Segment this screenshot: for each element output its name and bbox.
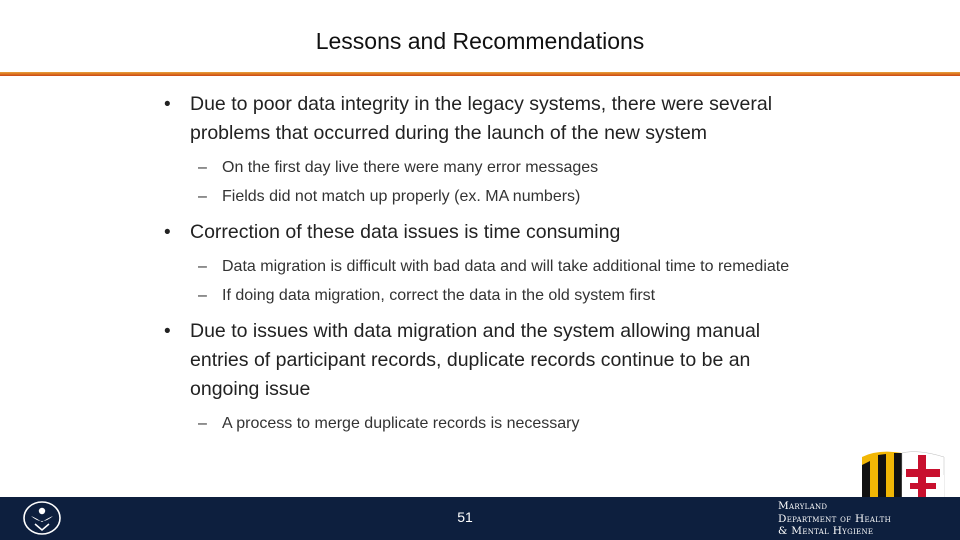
dept-line: Department of Health (778, 512, 891, 525)
sub-bullet-item (160, 255, 800, 279)
department-logo-text (778, 500, 958, 538)
bullet-item (160, 90, 800, 148)
sub-bullet-text: On the first day live there were many error messages (222, 159, 599, 176)
seal-icon (22, 500, 62, 536)
sub-bullet-item (160, 156, 800, 180)
bullet-text: Due to issues with data migration and the system allowing manual entries of participant records, duplicate records continue to be an ongoing issue (190, 320, 761, 400)
sub-bullet-item (160, 284, 800, 308)
sub-bullet-text: Fields did not match up properly (ex. MA numbers) (222, 188, 581, 205)
slide-content (160, 90, 800, 441)
bullet-item (160, 317, 800, 404)
dash-icon: – (198, 415, 207, 432)
maryland-flag-icon (858, 447, 948, 497)
bullet-icon: • (164, 222, 171, 243)
bullet-item (160, 218, 800, 247)
bullet-text: Correction of these data issues is time consuming (190, 221, 621, 243)
bullet-text: Due to poor data integrity in the legacy systems, there were several problems that occurred during the launch of the new system (190, 93, 773, 144)
dash-icon: – (198, 188, 207, 205)
dash-icon: – (198, 159, 207, 176)
title-divider (0, 72, 960, 76)
sub-bullet-text: If doing data migration, correct the data in the old system first (222, 287, 656, 304)
sub-bullet-text: Data migration is difficult with bad data and will take additional time to remediate (222, 258, 790, 275)
sub-bullet-item (160, 185, 800, 209)
page-number: 51 (457, 509, 473, 525)
sub-bullet-item (160, 412, 800, 436)
dash-icon: – (198, 258, 207, 275)
dept-line: Maryland (778, 500, 828, 512)
bullet-icon: • (164, 94, 171, 115)
footer-bar (0, 497, 960, 540)
slide-title: Lessons and Recommendations (315, 28, 645, 54)
dept-line: & Mental Hygiene (778, 525, 874, 537)
sub-bullet-text: A process to merge duplicate records is necessary (222, 415, 580, 432)
dash-icon: – (198, 287, 207, 304)
bullet-icon: • (164, 321, 171, 342)
